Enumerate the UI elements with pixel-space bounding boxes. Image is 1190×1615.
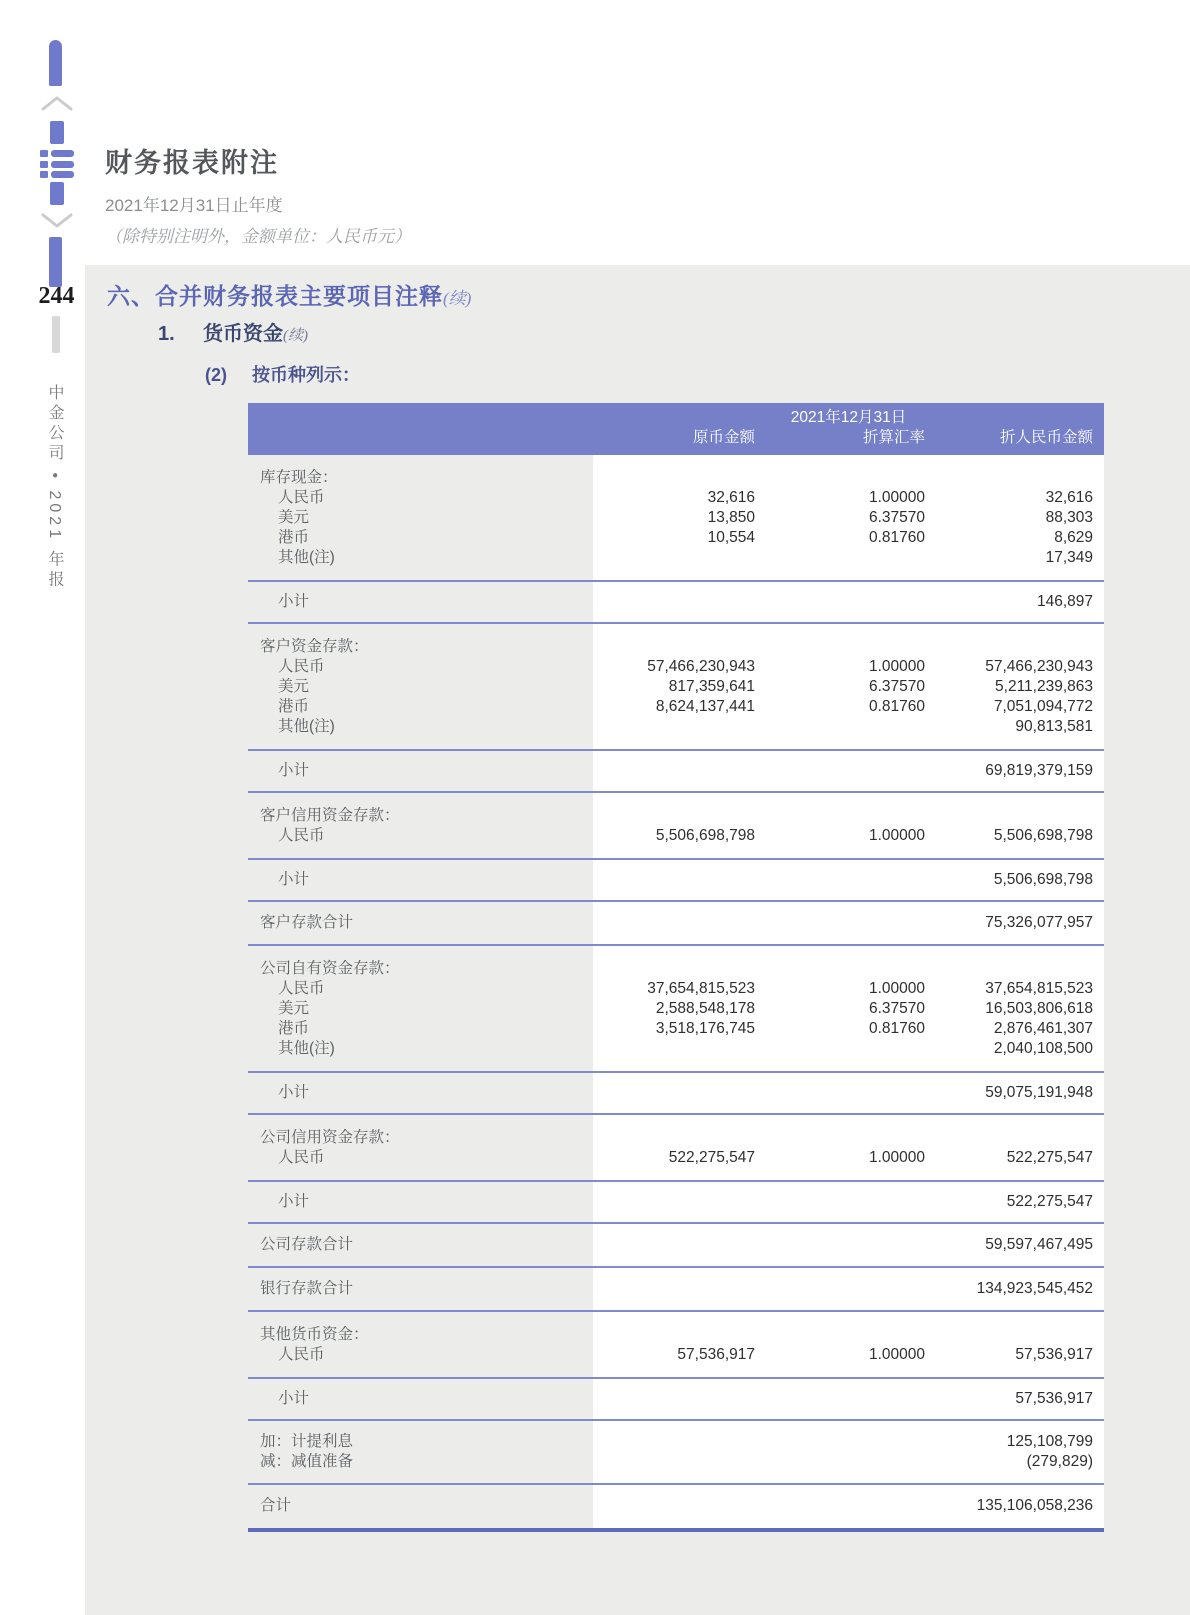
cell-original-amount: 57,466,230,943 xyxy=(647,658,755,675)
col-header-exchange-rate: 折算汇率 xyxy=(862,429,925,446)
cell-original-amount: 817,359,641 xyxy=(668,678,755,695)
table-block-adjust xyxy=(248,1421,1104,1485)
cell-original-amount: 2,588,548,178 xyxy=(655,1000,755,1017)
toc-line-icon xyxy=(51,171,74,178)
cell-exchange-rate: 0.81760 xyxy=(868,529,925,546)
row-label: 小计 xyxy=(278,762,310,779)
cell-original-amount xyxy=(593,1235,755,1255)
row-label: 人民币 xyxy=(278,658,325,675)
cell-rmb-amount: 2,876,461,307 xyxy=(993,1020,1093,1037)
toc-list-icon[interactable] xyxy=(40,150,74,178)
table-group-header-row xyxy=(248,1128,1104,1148)
table-row xyxy=(248,1496,1104,1516)
cell-original-amount: 37,654,815,523 xyxy=(647,980,755,997)
table-row xyxy=(248,1279,1104,1299)
cell-original-amount xyxy=(593,548,755,568)
rail-indicator-bottom xyxy=(49,237,62,287)
table-row xyxy=(248,717,1104,737)
cell-exchange-rate xyxy=(755,870,925,890)
table-group-header-row xyxy=(248,468,1104,488)
group-header-label: 公司信用资金存款： xyxy=(260,1129,400,1146)
table-row xyxy=(248,488,1104,508)
rail-dot-lower xyxy=(50,182,64,205)
cell-exchange-rate xyxy=(755,1039,925,1059)
cell-exchange-rate xyxy=(755,592,925,612)
cell-original-amount: 10,554 xyxy=(707,529,755,546)
section-heading xyxy=(107,278,471,311)
cell-rmb-amount: 16,503,806,618 xyxy=(985,1000,1093,1017)
cell-original-amount xyxy=(593,1452,755,1472)
cell-rmb-amount: 75,326,077,957 xyxy=(985,914,1093,931)
item-heading xyxy=(205,361,360,387)
toc-dot-icon xyxy=(40,171,48,178)
row-label: 人民币 xyxy=(278,1149,325,1166)
toc-list-row xyxy=(40,171,74,178)
cell-exchange-rate: 1.00000 xyxy=(868,489,925,506)
toc-line-icon xyxy=(51,150,74,157)
row-label: 人民币 xyxy=(278,827,325,844)
row-label: 美元 xyxy=(278,678,310,695)
group-header-label: 客户信用资金存款： xyxy=(260,807,400,824)
cell-exchange-rate: 6.37570 xyxy=(868,1000,925,1017)
table-block-subtotal xyxy=(248,1182,1104,1224)
chevron-down-icon[interactable] xyxy=(41,212,73,229)
rail-dot-upper xyxy=(50,121,64,144)
cell-original-amount xyxy=(593,1279,755,1299)
cell-exchange-rate: 1.00000 xyxy=(868,1346,925,1363)
table-block-total xyxy=(248,1224,1104,1268)
table-row xyxy=(248,1019,1104,1039)
row-label: 公司存款合计 xyxy=(260,1236,354,1253)
row-label: 人民币 xyxy=(278,1346,325,1363)
cell-exchange-rate xyxy=(755,1083,925,1103)
table-block-group xyxy=(248,1312,1104,1379)
row-label: 其他(注) xyxy=(278,1040,335,1057)
table-row xyxy=(248,826,1104,846)
group-header-label: 公司自有资金存款： xyxy=(260,960,400,977)
toc-dot-icon xyxy=(40,161,48,168)
table-row xyxy=(248,528,1104,548)
cell-original-amount: 13,850 xyxy=(707,509,755,526)
table-row xyxy=(248,657,1104,677)
col-header-original-amount: 原币金额 xyxy=(692,429,755,446)
subsection-heading xyxy=(158,317,308,346)
cell-original-amount xyxy=(593,717,755,737)
cell-exchange-rate xyxy=(755,1192,925,1212)
cell-rmb-amount: 17,349 xyxy=(1045,549,1093,566)
toc-line-icon xyxy=(51,161,74,168)
table-block-subtotal xyxy=(248,751,1104,793)
row-label: 港币 xyxy=(278,1020,310,1037)
group-header-label: 库存现金： xyxy=(260,469,338,486)
cell-rmb-amount: 88,303 xyxy=(1045,509,1093,526)
cell-exchange-rate: 1.00000 xyxy=(868,658,925,675)
row-label: 其他(注) xyxy=(278,718,335,735)
toc-list-row xyxy=(40,150,74,157)
cell-rmb-amount: 59,597,467,495 xyxy=(985,1236,1093,1253)
table-block-group xyxy=(248,793,1104,860)
col-header-rmb-amount: 折人民币金额 xyxy=(999,429,1093,446)
row-label: 小计 xyxy=(278,871,310,888)
row-label: 美元 xyxy=(278,509,310,526)
document-title: 财务报表附注 xyxy=(105,148,279,178)
cell-rmb-amount: 57,466,230,943 xyxy=(985,658,1093,675)
cell-exchange-rate xyxy=(755,1279,925,1299)
cell-rmb-amount: 69,819,379,159 xyxy=(985,762,1093,779)
table-header-date-row xyxy=(248,408,1104,428)
table-row xyxy=(248,1345,1104,1365)
cell-rmb-amount: 59,075,191,948 xyxy=(985,1084,1093,1101)
table-row xyxy=(248,1389,1104,1409)
cell-rmb-amount: 522,275,547 xyxy=(1006,1149,1093,1166)
table-row xyxy=(248,697,1104,717)
table-header-band xyxy=(248,403,1104,455)
table-row xyxy=(248,979,1104,999)
cell-rmb-amount: 125,108,799 xyxy=(1006,1433,1093,1450)
table-block-subtotal xyxy=(248,1073,1104,1115)
cell-original-amount xyxy=(593,1496,755,1516)
cell-original-amount xyxy=(593,1039,755,1059)
cell-rmb-amount: 146,897 xyxy=(1036,593,1093,610)
cell-exchange-rate: 6.37570 xyxy=(868,509,925,526)
row-label: 港币 xyxy=(278,529,310,546)
group-header-label: 客户资金存款： xyxy=(260,638,369,655)
cell-rmb-amount: 32,616 xyxy=(1045,489,1093,506)
cell-rmb-amount: 134,923,545,452 xyxy=(976,1280,1093,1297)
table-group-header-row xyxy=(248,806,1104,826)
cell-original-amount xyxy=(593,592,755,612)
cell-exchange-rate xyxy=(755,1389,925,1409)
cell-original-amount: 8,624,137,441 xyxy=(655,698,755,715)
cell-rmb-amount: 37,654,815,523 xyxy=(985,980,1093,997)
cell-exchange-rate xyxy=(755,1496,925,1516)
row-label: 合计 xyxy=(260,1497,292,1514)
chevron-up-icon[interactable] xyxy=(41,95,73,112)
header-spacer-cell xyxy=(248,408,593,428)
row-label: 人民币 xyxy=(278,980,325,997)
cell-rmb-amount: 90,813,581 xyxy=(1015,718,1093,735)
table-row xyxy=(248,1452,1104,1472)
table-row xyxy=(248,1235,1104,1255)
row-label: 人民币 xyxy=(278,489,325,506)
currency-breakdown-table xyxy=(248,403,1104,1532)
row-label: 其他(注) xyxy=(278,549,335,566)
table-block-total xyxy=(248,1268,1104,1312)
table-row xyxy=(248,1432,1104,1452)
page-number: 244 xyxy=(38,283,75,309)
document-header xyxy=(105,141,411,247)
cell-exchange-rate xyxy=(755,761,925,781)
row-label: 加：计提利息 xyxy=(260,1433,354,1450)
cell-rmb-amount: 522,275,547 xyxy=(1006,1193,1093,1210)
row-label: 银行存款合计 xyxy=(260,1280,354,1297)
vertical-brand-text: 中金公司 • 2021 年报 xyxy=(46,384,63,591)
table-block-subtotal xyxy=(248,860,1104,902)
item-number: (2) xyxy=(205,365,227,385)
cell-exchange-rate: 0.81760 xyxy=(868,698,925,715)
table-row xyxy=(248,677,1104,697)
row-label: 小计 xyxy=(278,1390,310,1407)
section-heading-text: 六、合并财务报表主要项目注释 xyxy=(107,283,443,309)
subsection-number: 1. xyxy=(158,323,175,345)
cell-exchange-rate xyxy=(755,913,925,933)
cell-original-amount: 5,506,698,798 xyxy=(655,827,755,844)
cell-exchange-rate: 6.37570 xyxy=(868,678,925,695)
table-row xyxy=(248,999,1104,1019)
document-unit-note: （除特别注明外，金额单位：人民币元） xyxy=(105,227,411,246)
table-row xyxy=(248,1192,1104,1212)
row-label: 小计 xyxy=(278,1193,310,1210)
cell-exchange-rate xyxy=(755,548,925,568)
cell-rmb-amount: 7,051,094,772 xyxy=(993,698,1093,715)
table-group-header-row xyxy=(248,1325,1104,1345)
table-block-group xyxy=(248,946,1104,1073)
table-row xyxy=(248,870,1104,890)
table-block-total xyxy=(248,902,1104,946)
cell-exchange-rate xyxy=(755,1452,925,1472)
cell-exchange-rate: 1.00000 xyxy=(868,1149,925,1166)
cell-exchange-rate: 1.00000 xyxy=(868,827,925,844)
row-label: 小计 xyxy=(278,1084,310,1101)
cell-exchange-rate xyxy=(755,1432,925,1452)
cell-rmb-amount: 5,506,698,798 xyxy=(993,871,1093,888)
cell-rmb-amount: 57,536,917 xyxy=(1015,1390,1093,1407)
table-row xyxy=(248,548,1104,568)
row-label: 客户存款合计 xyxy=(260,914,354,931)
content-panel xyxy=(85,265,1190,1615)
cell-original-amount: 32,616 xyxy=(707,489,755,506)
table-row xyxy=(248,508,1104,528)
table-row xyxy=(248,1148,1104,1168)
cell-original-amount xyxy=(593,1083,755,1103)
page-number-tick xyxy=(52,316,60,353)
table-row xyxy=(248,761,1104,781)
cell-original-amount xyxy=(593,870,755,890)
cell-original-amount xyxy=(593,1192,755,1212)
header-spacer-cell xyxy=(248,428,593,448)
cell-rmb-amount: 5,506,698,798 xyxy=(993,827,1093,844)
section-heading-continued: (续) xyxy=(443,289,472,308)
cell-rmb-amount: 2,040,108,500 xyxy=(993,1040,1093,1057)
table-group-header-row xyxy=(248,637,1104,657)
table-block-subtotal xyxy=(248,1379,1104,1421)
row-label: 美元 xyxy=(278,1000,310,1017)
table-body xyxy=(248,455,1104,1532)
cell-exchange-rate xyxy=(755,1235,925,1255)
table-block-subtotal xyxy=(248,582,1104,624)
cell-exchange-rate xyxy=(755,717,925,737)
cell-exchange-rate: 1.00000 xyxy=(868,980,925,997)
table-block-group xyxy=(248,455,1104,582)
table-block-grand xyxy=(248,1485,1104,1532)
table-group-header-row xyxy=(248,959,1104,979)
item-title: 按币种列示： xyxy=(252,365,360,385)
cell-original-amount xyxy=(593,1432,755,1452)
rail-indicator-top xyxy=(49,40,62,86)
cell-rmb-amount: 5,211,239,863 xyxy=(995,678,1093,695)
cell-rmb-amount: (279,829) xyxy=(1026,1453,1093,1470)
table-row xyxy=(248,913,1104,933)
table-block-group xyxy=(248,624,1104,751)
cell-original-amount: 57,536,917 xyxy=(677,1346,755,1363)
group-header-label: 其他货币资金： xyxy=(260,1326,369,1343)
toc-list-row xyxy=(40,161,74,168)
cell-rmb-amount: 8,629 xyxy=(1054,529,1093,546)
subsection-continued: (续) xyxy=(283,328,308,344)
table-block-group xyxy=(248,1115,1104,1182)
cell-original-amount xyxy=(593,1389,755,1409)
row-label: 港币 xyxy=(278,698,310,715)
document-subtitle: 2021年12月31日止年度 xyxy=(105,196,283,215)
cell-rmb-amount: 135,106,058,236 xyxy=(976,1497,1093,1514)
cell-original-amount: 3,518,176,745 xyxy=(655,1020,755,1037)
subsection-title: 货币资金 xyxy=(203,323,283,345)
table-row xyxy=(248,592,1104,612)
row-label: 减：减值准备 xyxy=(260,1453,354,1470)
table-header-date: 2021年12月31日 xyxy=(790,409,907,426)
cell-original-amount xyxy=(593,913,755,933)
toc-dot-icon xyxy=(40,150,48,157)
table-header-columns-row xyxy=(248,428,1104,448)
cell-original-amount: 522,275,547 xyxy=(668,1149,755,1166)
cell-original-amount xyxy=(593,761,755,781)
table-row xyxy=(248,1083,1104,1103)
cell-exchange-rate: 0.81760 xyxy=(868,1020,925,1037)
row-label: 小计 xyxy=(278,593,310,610)
table-row xyxy=(248,1039,1104,1059)
cell-rmb-amount: 57,536,917 xyxy=(1015,1346,1093,1363)
